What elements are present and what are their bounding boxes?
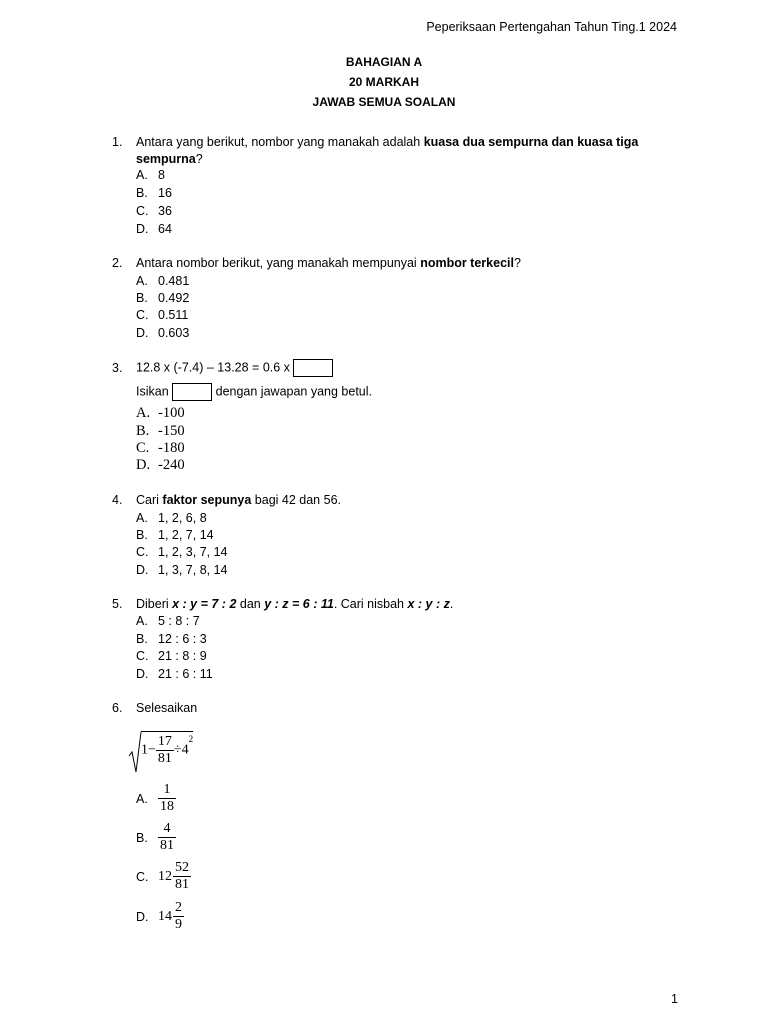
- option-a[interactable]: [136, 782, 176, 815]
- option-value: 1, 2, 6, 8: [158, 511, 207, 525]
- question-text-part: dan: [236, 597, 265, 611]
- section-instruction: JAWAB SEMUA SOALAN: [312, 95, 456, 109]
- question-number: 3.: [112, 361, 123, 375]
- option-a[interactable]: [136, 511, 207, 525]
- mixed-whole: 14: [158, 908, 172, 924]
- option-value: 1, 2, 7, 14: [158, 528, 214, 542]
- option-letter: A.: [136, 791, 148, 806]
- option-letter: B.: [136, 830, 148, 845]
- option-a[interactable]: [136, 614, 200, 628]
- option-c[interactable]: [136, 860, 191, 893]
- question-text: [136, 256, 521, 270]
- question-text: [136, 597, 453, 611]
- option-d[interactable]: [136, 563, 228, 577]
- question-text-bold: kuasa dua sempurna dan kuasa tiga: [423, 135, 639, 149]
- expr-minus: −: [148, 742, 156, 758]
- ratio-yz: y : z = 6 : 11: [264, 597, 334, 611]
- page-header: Peperiksaan Pertengahan Tahun Ting.1 2024: [426, 20, 677, 34]
- expr-fraction: [156, 734, 174, 767]
- option-fraction: [173, 900, 184, 933]
- question-text-line-2: [136, 152, 203, 166]
- question-text-part: ?: [513, 256, 521, 270]
- option-letter: D.: [136, 667, 149, 681]
- option-a[interactable]: [136, 168, 165, 182]
- option-fraction: [158, 821, 176, 854]
- answer-box[interactable]: [293, 359, 333, 377]
- question-text-part: .: [449, 597, 454, 611]
- option-letter: C.: [136, 869, 149, 884]
- option-d[interactable]: [136, 667, 213, 681]
- option-letter: A.: [136, 511, 148, 525]
- option-a[interactable]: [136, 405, 185, 422]
- instruction-text: Isikan: [136, 384, 169, 399]
- equation-text: 12.8 x (-7.4) – 13.28 = 0.6 x: [136, 360, 290, 375]
- question-text-bold: faktor sepunya: [162, 493, 252, 507]
- option-letter: C.: [136, 308, 149, 322]
- question-text-bold: sempurna: [136, 152, 196, 166]
- option-b[interactable]: [136, 632, 207, 646]
- fraction-denominator: 81: [160, 838, 174, 853]
- option-value: -180: [158, 440, 185, 456]
- option-value: 0.603: [158, 326, 190, 340]
- question-text-part: Antara nombor berikut, yang manakah mempunyai: [136, 256, 421, 270]
- option-value: 16: [158, 186, 172, 200]
- question-text-part: Cari: [136, 493, 163, 507]
- option-letter: B.: [136, 528, 148, 542]
- fraction-numerator: 17: [157, 734, 172, 749]
- option-value: 0.511: [158, 308, 189, 322]
- section-marks: 20 MARKAH: [348, 75, 419, 89]
- fraction-numerator: 4: [163, 821, 171, 836]
- question-text-part: Diberi: [136, 597, 173, 611]
- option-letter: C.: [136, 545, 149, 559]
- option-letter: B.: [136, 632, 148, 646]
- option-letter: C.: [136, 649, 149, 663]
- question-text-part: ?: [195, 152, 203, 166]
- ratio-xy: x : y = 7 : 2: [172, 597, 237, 611]
- option-value: 1, 2, 3, 7, 14: [158, 545, 228, 559]
- option-letter: B.: [136, 291, 148, 305]
- fraction-denominator: 81: [157, 751, 172, 766]
- option-letter: D.: [136, 457, 151, 473]
- question-text-part: Antara yang berikut, nombor yang manakah adalah: [136, 135, 424, 149]
- fraction-denominator: 81: [175, 877, 189, 892]
- expr-base: 4: [181, 742, 189, 758]
- option-value: -100: [158, 405, 185, 421]
- option-c[interactable]: [136, 204, 172, 218]
- option-letter: D.: [136, 326, 149, 340]
- option-letter: B.: [136, 423, 150, 439]
- option-value: 21 : 8 : 9: [158, 649, 207, 663]
- option-d[interactable]: [136, 222, 172, 236]
- option-letter: A.: [136, 168, 148, 182]
- option-b[interactable]: [136, 821, 176, 854]
- option-c[interactable]: [136, 308, 188, 322]
- fraction-numerator: 1: [163, 782, 171, 797]
- option-letter: A.: [136, 614, 148, 628]
- option-c[interactable]: [136, 545, 228, 559]
- fraction-numerator: 52: [175, 860, 189, 875]
- question-text: Selesaikan: [136, 701, 198, 715]
- option-a[interactable]: [136, 274, 189, 288]
- option-value: -240: [158, 457, 185, 473]
- option-value: 0.492: [158, 291, 190, 305]
- option-c[interactable]: [136, 649, 207, 663]
- fraction-numerator: 2: [175, 900, 182, 915]
- option-letter: C.: [136, 204, 149, 218]
- option-fraction: [158, 782, 176, 815]
- question-number: 1.: [112, 135, 123, 149]
- fraction-denominator: 9: [175, 917, 182, 932]
- question-text-bold: nombor terkecil: [420, 256, 514, 270]
- option-b[interactable]: [136, 528, 214, 542]
- option-value: 1, 3, 7, 8, 14: [158, 563, 228, 577]
- section-title: BAHAGIAN A: [345, 55, 423, 69]
- option-value: 8: [158, 168, 165, 182]
- instruction-text: dengan jawapan yang betul.: [215, 384, 373, 399]
- ratio-xyz: x : y : z: [407, 597, 450, 611]
- question-text-part: . Cari nisbah: [333, 597, 408, 611]
- expr-one: 1: [141, 742, 148, 758]
- option-letter: D.: [136, 909, 149, 924]
- option-letter: A.: [136, 274, 148, 288]
- option-value: -150: [158, 423, 185, 439]
- option-fraction: [173, 860, 191, 893]
- option-c[interactable]: [136, 440, 185, 457]
- option-b[interactable]: [136, 291, 189, 305]
- option-d[interactable]: [136, 326, 189, 340]
- option-letter: D.: [136, 222, 149, 236]
- option-letter: D.: [136, 563, 149, 577]
- question-number: 5.: [112, 597, 123, 611]
- option-value: 64: [158, 222, 172, 236]
- question-text: [136, 493, 341, 507]
- sqrt-symbol-icon: [128, 730, 142, 774]
- fraction-denominator: 18: [160, 799, 174, 814]
- question-number: 4.: [112, 493, 123, 507]
- expr-divide: ÷: [173, 742, 182, 758]
- option-d[interactable]: [136, 457, 185, 474]
- option-value: 5 : 8 : 7: [158, 614, 200, 628]
- question-text-part: bagi 42 dan 56.: [251, 493, 341, 507]
- question-instruction: [136, 383, 372, 401]
- question-equation: [136, 359, 333, 377]
- option-d[interactable]: [136, 900, 184, 933]
- option-b[interactable]: [136, 423, 185, 440]
- option-value: 21 : 6 : 11: [158, 667, 213, 681]
- question-number: 6.: [112, 701, 123, 715]
- option-value: 36: [158, 204, 172, 218]
- option-letter: B.: [136, 186, 148, 200]
- option-letter: C.: [136, 440, 150, 456]
- mixed-whole: 12: [158, 868, 172, 884]
- question-text: [136, 135, 638, 149]
- answer-box[interactable]: [172, 383, 212, 401]
- page-number: 1: [671, 992, 678, 1006]
- question-number: 2.: [112, 256, 123, 270]
- option-b[interactable]: [136, 186, 172, 200]
- option-value: 0.481: [158, 274, 190, 288]
- option-value: 12 : 6 : 3: [158, 632, 207, 646]
- option-letter: A.: [136, 405, 151, 421]
- expr-exponent: 2: [188, 734, 194, 745]
